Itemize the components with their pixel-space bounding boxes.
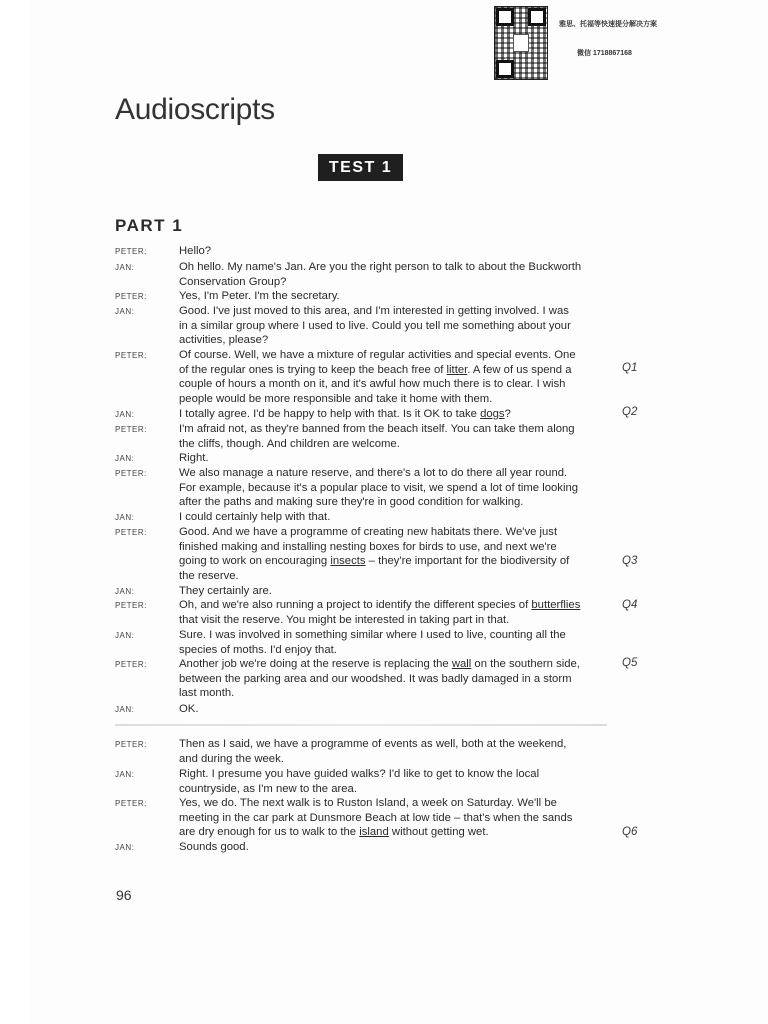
speech-line: Then as I said, we have a programme of events as well, both at the weekend, [179, 738, 567, 750]
speech-text [179, 289, 609, 304]
speech-line: I'm afraid not, as they're banned from the beach itself. You can take them along [179, 423, 575, 435]
speech-text [179, 598, 609, 627]
speech-line: They certainly are. [179, 585, 272, 597]
speech-line: species of moths. I'd enjoy that. [179, 643, 337, 656]
part-heading: PART 1 [115, 216, 184, 235]
speech-line: Sure. I was involved in something similar where I used to live, counting all the [179, 629, 566, 641]
speaker-label: JAN: [115, 263, 135, 272]
speaker-label: JAN: [115, 843, 135, 852]
speech-text [179, 510, 609, 525]
speech-text [179, 260, 609, 289]
question-marker: Q4 [622, 599, 638, 611]
speaker-label: PETER: [115, 247, 147, 256]
speaker-label: JAN: [115, 631, 135, 640]
speech-line: finished making and installing nesting boxes for birds to use, and next we're [179, 540, 557, 553]
page-title: Audioscripts [115, 93, 275, 126]
speaker-label: JAN: [115, 454, 135, 463]
speech-line: of the regular ones is trying to keep the beach free of litter. A few of us spend a [179, 363, 572, 376]
speech-text [179, 407, 609, 422]
qr-finder-bottom-left [496, 60, 514, 78]
qr-finder-top-left [496, 8, 514, 26]
speech-line: people would be more responsible and take it home with them. [179, 392, 493, 405]
speech-line: Another job we're doing at the reserve is replacing the wall on the southern side, [179, 658, 580, 670]
speaker-label: PETER: [115, 528, 147, 537]
speech-line: the reserve. [179, 569, 239, 582]
test-label: TEST 1 [318, 154, 403, 181]
speech-line: Right. I presume you have guided walks? I'd like to get to know the local [179, 768, 540, 780]
speech-text [179, 796, 609, 840]
speech-text [179, 657, 609, 701]
speech-line: between the parking area and our woodshed. It was badly damaged in a storm [179, 672, 572, 685]
speaker-label: JAN: [115, 587, 135, 596]
speech-line: activities, please? [179, 334, 269, 347]
speech-line: Right. [179, 452, 209, 464]
page-number: 96 [116, 887, 132, 903]
qr-code [494, 6, 548, 80]
speech-line: Hello? [179, 245, 212, 257]
question-marker: Q6 [622, 826, 638, 838]
answer-underline: dogs [480, 408, 505, 420]
qr-finder-top-right [528, 8, 546, 26]
speech-text [179, 244, 609, 259]
speaker-label: PETER: [115, 292, 147, 301]
speech-line: Of course. Well, we have a mixture of regular activities and special events. One [179, 349, 576, 361]
speech-text [179, 840, 609, 855]
speech-line: For example, because it's a popular place to visit, we spend a lot of time looking [179, 481, 579, 494]
header-ad-line2: 微信 1718867168 [577, 50, 632, 57]
qr-center-logo [513, 34, 529, 52]
speech-line: Yes, we do. The next walk is to Ruston Island, a week on Saturday. We'll be [179, 797, 557, 809]
speech-line: that visit the reserve. You might be interested in taking part in that. [179, 613, 510, 626]
speaker-label: PETER: [115, 799, 147, 808]
speech-line: going to work on encouraging insects – they're important for the biodiversity of [179, 555, 570, 568]
speaker-label: PETER: [115, 425, 147, 434]
speech-line: Oh, and we're also running a project to identify the different species of butterflies [179, 599, 581, 611]
speech-line: OK. [179, 703, 199, 715]
speech-line: countryside, as I'm new to the area. [179, 782, 357, 795]
speech-line: and during the week. [179, 752, 284, 765]
answer-underline: butterflies [531, 599, 581, 611]
speech-text [179, 584, 609, 599]
speech-line: Good. I've just moved to this area, and I'm interested in getting involved. I was [179, 305, 569, 317]
speaker-label: JAN: [115, 513, 135, 522]
answer-underline: wall [451, 658, 472, 670]
question-marker: Q3 [622, 555, 638, 567]
speaker-label: JAN: [115, 705, 135, 714]
speech-text [179, 304, 609, 348]
speaker-label: PETER: [115, 351, 147, 360]
question-marker: Q1 [622, 362, 638, 374]
speech-line: are dry enough for us to walk to the island without getting wet. [179, 826, 489, 839]
speech-line: Oh hello. My name's Jan. Are you the right person to talk to about the Buckworth [179, 261, 582, 273]
speech-text [179, 451, 609, 466]
question-marker: Q2 [622, 406, 638, 418]
speech-line: the cliffs, though. And children are welcome. [179, 437, 400, 450]
speech-line: meeting in the car park at Dunsmore Beach at low tide – that's when the sands [179, 811, 573, 824]
speaker-label: PETER: [115, 660, 147, 669]
speaker-label: JAN: [115, 307, 135, 316]
speech-text [179, 737, 609, 766]
speech-text [179, 628, 609, 657]
speech-line: Good. And we have a programme of creating new habitats there. We've just [179, 526, 558, 538]
speech-line: Sounds good. [179, 841, 249, 853]
speech-text [179, 767, 609, 796]
answer-underline: island [359, 826, 389, 839]
speech-text [179, 525, 609, 583]
speaker-label: JAN: [115, 770, 135, 779]
speech-text [179, 348, 609, 406]
speech-line: We also manage a nature reserve, and there's a lot to do there all year round. [179, 467, 568, 479]
section-divider [115, 724, 607, 726]
speaker-label: PETER: [115, 469, 147, 478]
speech-line: last month. [179, 687, 235, 700]
speech-line: after the paths and making sure they're in good condition for walking. [179, 496, 524, 509]
question-marker: Q5 [622, 657, 638, 669]
speech-line: Conservation Group? [179, 275, 287, 288]
speech-line: I could certainly help with that. [179, 511, 331, 523]
speaker-label: JAN: [115, 410, 135, 419]
speech-line: in a similar group where I used to live. Could you tell me something about your [179, 319, 571, 332]
speech-line: Yes, I'm Peter. I'm the secretary. [179, 290, 340, 302]
answer-underline: insects [330, 555, 366, 568]
header-ad-line1: 雅思、托福等快速提分解决方案 [559, 21, 657, 28]
speech-text [179, 702, 609, 717]
speaker-label: PETER: [115, 740, 147, 749]
speaker-label: PETER: [115, 601, 147, 610]
speech-line: couple of hours a month on it, and it's awful how much there is to clear. I wish [179, 378, 566, 391]
speech-text [179, 466, 609, 510]
answer-underline: litter [446, 363, 468, 376]
speech-text [179, 422, 609, 451]
speech-line: I totally agree. I'd be happy to help with that. Is it OK to take dogs? [179, 408, 511, 420]
